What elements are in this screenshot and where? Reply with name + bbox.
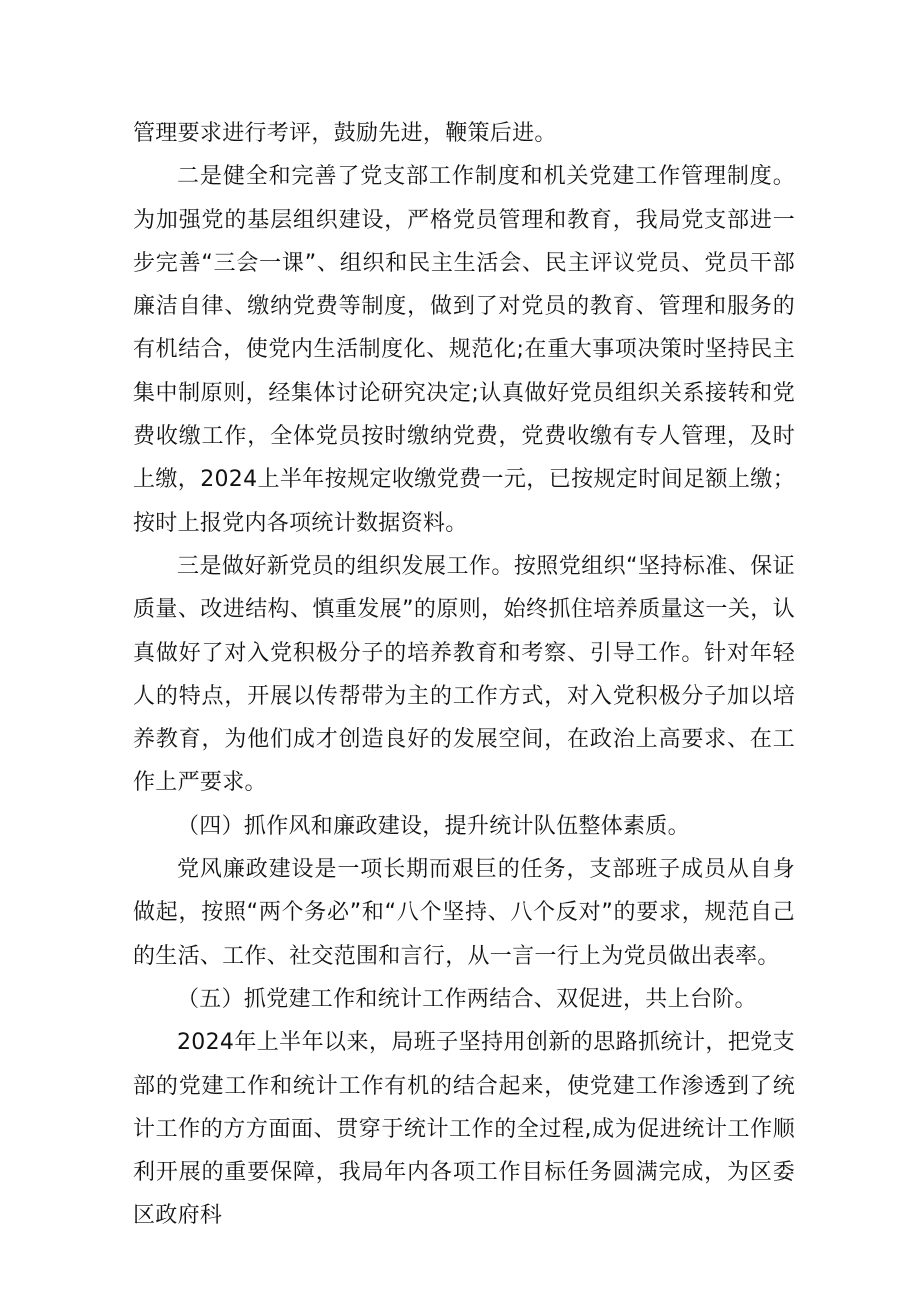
paragraph-party-statistics-integration: 2024年上半年以来，局班子坚持用创新的思路抓统计，把党支部的党建工作和统计工作有机的结合起来，使党建工作渗透到了统计工作的方方面面、贯穿于统计工作的全过程,成为促进统计工作顺利开展的重要保障，我局年内各项工作目标任务圆满完成，为区委区政府科 xyxy=(133,1030,795,1229)
paragraph-new-member-development: 三是做好新党员的组织发展工作。按照党组织“坚持标准、保证质量、改进结构、慎重发展”的原则，始终抓住培养质量这一关，认真做好了对入党积极分子的培养教育和考察、引导工作。针对年轻人的特点，开展以传帮带为主的工作方式，对入党积极分子加以培养教育，为他们成才创造良好的发展空间，在政治上高要求、在工作上严要求。 xyxy=(133,553,795,796)
paragraph-continuation: 管理要求进行考评，鼓励先进，鞭策后进。 xyxy=(133,121,557,146)
section-heading-style-integrity: （四）抓作风和廉政建设，提升统计队伍整体素质。 xyxy=(177,813,690,839)
paragraph-party-branch-system: 二是健全和完善了党支部工作制度和机关党建工作管理制度。为加强党的基层组织建设，严格党员管理和教育，我局党支部进一步完善“三会一课”、组织和民主生活会、民主评议党员、党员干部廉洁自律、缴纳党费等制度，做到了对党员的教育、管理和服务的有机结合，使党内生活制度化、规范化;在重大事项决策时坚持民主集中制原则，经集体讨论研究决定;认真做好党员组织关系接转和党费收缴工作，全体党员按时缴纳党费，党费收缴有专人管理，及时上缴，2024上半年按规定收缴党费一元，已按规定时间足额上缴；按时上报党内各项统计数据资料。 xyxy=(133,164,795,536)
document-body xyxy=(133,112,795,1238)
paragraph-integrity-building: 党风廉政建设是一项长期而艰巨的任务，支部班子成员从自身做起，按照“两个务必”和“八个坚持、八个反对”的要求，规范自己的生活、工作、社交范围和言行，从一言一行上为党员做出表率。 xyxy=(133,857,795,969)
section-heading-party-statistics-integration: （五）抓党建工作和统计工作两结合、双促进，共上台阶。 xyxy=(177,986,757,1012)
